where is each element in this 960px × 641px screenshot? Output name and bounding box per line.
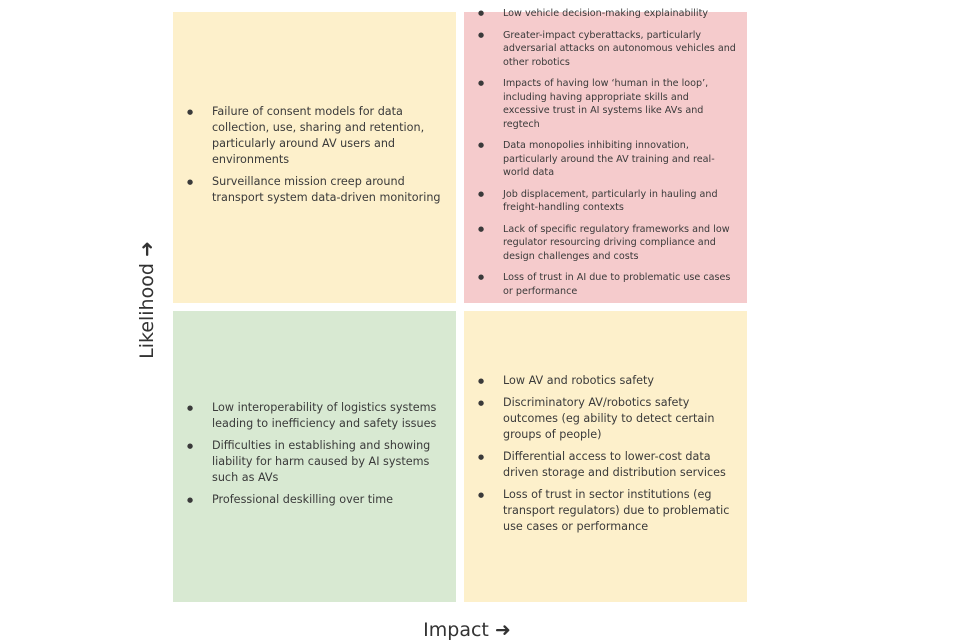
risk-item: [464, 223, 747, 264]
bullet-icon: ●: [478, 189, 485, 198]
risk-item-text: Impacts of having low ‘human in the loop’, including having appropriate skills and excessive trust in AI systems like AVs and regtech: [503, 78, 709, 130]
bullet-icon: ●: [187, 403, 194, 412]
risk-item-text: Greater-impact cyberattacks, particularly adversarial attacks on autonomous vehicles and other robotics: [503, 29, 736, 68]
bullet-icon: ●: [478, 79, 485, 87]
quadrant-low-likelihood-low-impact: [173, 311, 456, 602]
quadrant-high-likelihood-high-impact: [464, 8, 747, 303]
y-axis-label: Likelihood ➜: [136, 241, 158, 359]
risk-item: [464, 395, 747, 443]
risk-item-text: Difficulties in establishing and showing liability for harm caused by AI systems such as AVs: [212, 438, 431, 484]
risk-item-text: Job displacement, particularly in hauling and freight-handling contexts: [503, 188, 718, 213]
x-axis-label: Impact ➜: [423, 619, 511, 641]
risk-item: [464, 7, 747, 21]
risk-item: [173, 174, 456, 206]
risk-item-text: Loss of trust in sector institutions (eg transport regulators) due to problematic use cases or performance: [503, 487, 730, 533]
risk-list: [464, 7, 747, 306]
bullet-icon: ●: [187, 441, 194, 450]
bullet-icon: ●: [478, 141, 485, 149]
risk-item-text: Professional deskilling over time: [212, 492, 394, 506]
bullet-icon: ●: [478, 30, 485, 39]
bullet-icon: ●: [478, 376, 485, 385]
risk-item: [464, 487, 747, 535]
bullet-icon: ●: [478, 452, 485, 461]
bullet-icon: ●: [478, 9, 485, 17]
risk-list: [173, 400, 456, 514]
risk-item-text: Low interoperability of logistics systems leading to inefficiency and safety issues: [212, 400, 437, 430]
risk-item: [464, 29, 747, 70]
quadrant-high-likelihood-low-impact: [173, 12, 456, 303]
bullet-icon: ●: [187, 495, 194, 504]
risk-item: [173, 400, 456, 432]
risk-item-text: Surveillance mission creep around transport system data-driven monitoring: [212, 174, 441, 204]
risk-item: [173, 438, 456, 486]
bullet-icon: ●: [478, 398, 485, 407]
risk-item-text: Discriminatory AV/robotics safety outcomes (eg ability to detect certain groups of people): [503, 395, 715, 441]
bullet-icon: ●: [187, 177, 194, 186]
risk-item-text: Data monopolies inhibiting innovation, particularly around the AV training and real-world data: [503, 140, 715, 178]
bullet-icon: ●: [478, 490, 485, 499]
risk-item: [464, 373, 747, 389]
quadrant-low-likelihood-high-impact: [464, 311, 747, 602]
risk-item: [173, 104, 456, 168]
bullet-icon: ●: [478, 273, 485, 281]
risk-list: [464, 373, 747, 541]
risk-item-text: Loss of trust in AI due to problematic use cases or performance: [503, 272, 731, 297]
risk-item-text: Failure of consent models for data collection, use, sharing and retention, particularly around AV users and environments: [212, 104, 425, 166]
risk-list: [173, 104, 456, 212]
bullet-icon: ●: [478, 224, 485, 233]
risk-item-text: Lack of specific regulatory frameworks and low regulator resourcing driving compliance and design challenges and costs: [503, 223, 730, 262]
risk-item-text: Differential access to lower-cost data driven storage and distribution services: [503, 449, 726, 479]
risk-item-text: Low vehicle decision-making explainability: [503, 8, 709, 19]
bullet-icon: ●: [187, 107, 194, 116]
risk-item: [464, 77, 747, 131]
risk-item: [173, 492, 456, 508]
risk-item-text: Low AV and robotics safety: [503, 373, 655, 387]
risk-item: [464, 139, 747, 180]
risk-item: [464, 271, 747, 298]
risk-item: [464, 188, 747, 215]
risk-item: [464, 449, 747, 481]
